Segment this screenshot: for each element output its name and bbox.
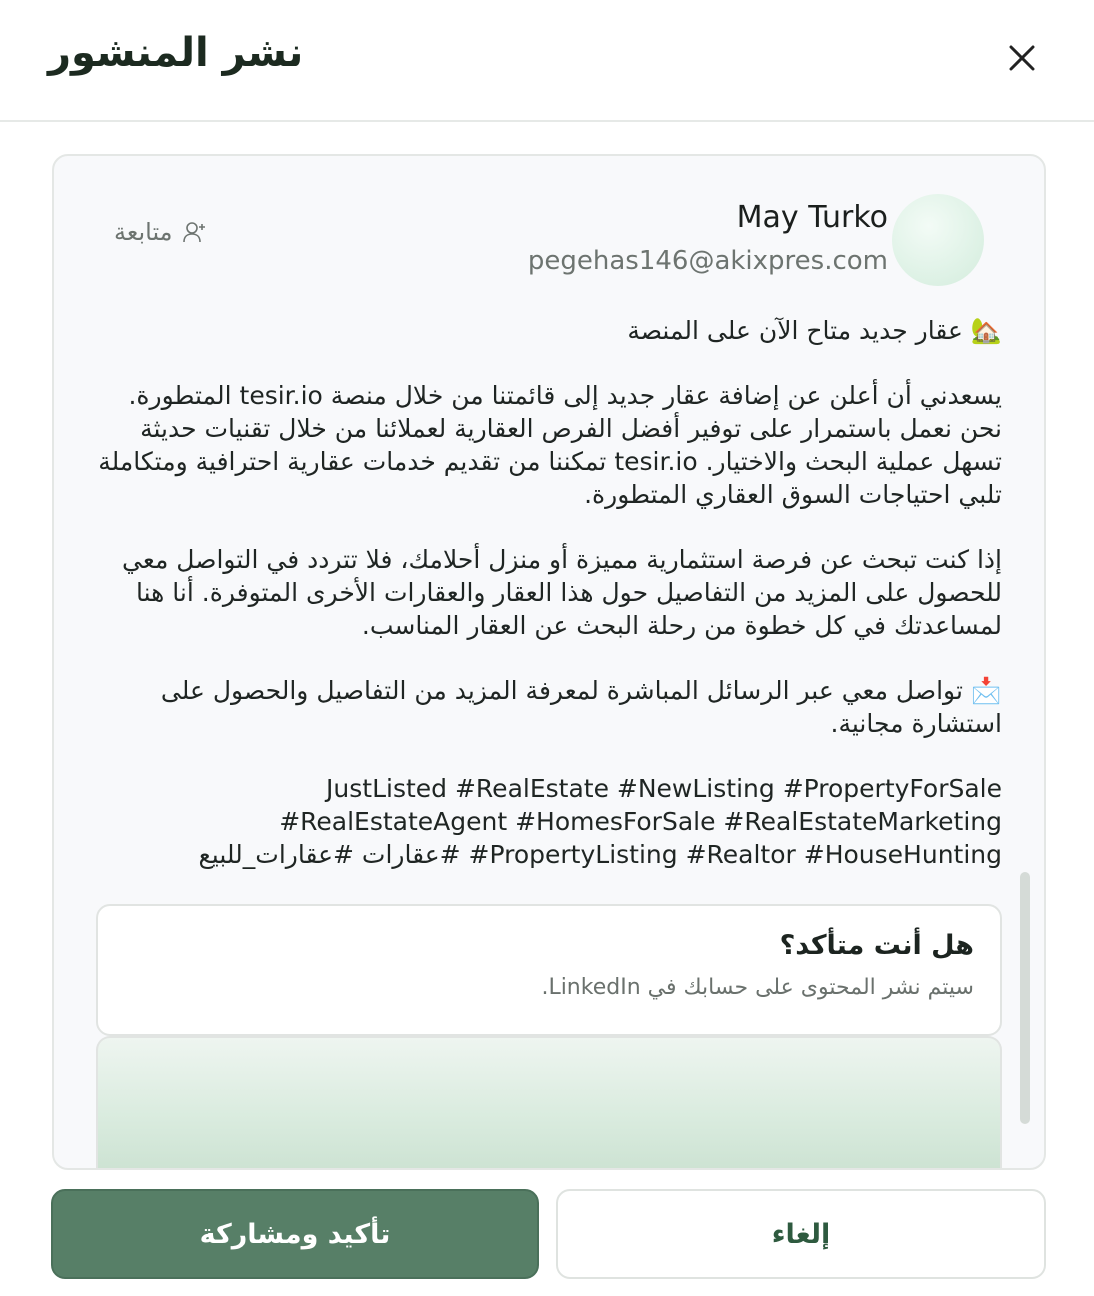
close-button[interactable]	[998, 34, 1046, 82]
author-name: May Turko	[736, 200, 888, 235]
post-preview[interactable]	[52, 154, 1046, 1170]
post-paragraph: إذا كنت تبحث عن فرصة استثمارية مميزة أو منزل أحلامك، فلا تتردد في التواصل معي للحصول على المزيد من التفاصيل حول هذا العقار والعقارات الأخرى المتوفرة. أنا هنا لمساعدتك في كل خطوة من رحلة البحث عن العقار المناسب.	[122, 545, 1002, 640]
confirm-title: هل أنت متأكد؟	[779, 930, 974, 961]
dialog-header	[0, 0, 1094, 122]
confirm-description: سيتم نشر المحتوى على حسابك في LinkedIn.	[541, 975, 974, 1000]
avatar	[892, 194, 984, 286]
post-hashtags: JustListed #RealEstate #NewListing #PropertyForSale #RealEstateAgent #HomesForSale #RealEstateMarketing #PropertyListing #Realtor #HouseHunting #عقارات #عقارات_للبيع	[198, 774, 1002, 869]
post-paragraph: 📩 تواصل معي عبر الرسائل المباشرة لمعرفة المزيد من التفاصيل والحصول على استشارة مجانية.	[160, 676, 1002, 738]
confirm-share-button[interactable]: تأكيد ومشاركة	[51, 1189, 539, 1279]
post-paragraph: يسعدني أن أعلن عن إضافة عقار جديد إلى قائمتنا من خلال منصة tesir.io المتطورة. نحن نعمل باستمرار على توفير أفضل الفرص العقارية لعملائنا من خلال تقنيات حديثة تسهل عملية البحث والاختيار. tesir.io تمكننا من تقديم خدمات عقارية احترافية ومتكاملة تلبي احتياجات السوق العقاري المتطورة.	[98, 381, 1002, 509]
scrollbar[interactable]	[1020, 872, 1032, 1124]
author-email: pegehas146@akixpres.com	[527, 246, 888, 276]
follow-label: متابعة	[114, 218, 173, 246]
confirm-notice	[96, 904, 1002, 1036]
dialog-title: نشر المنشور	[48, 30, 304, 76]
scrollbar-thumb[interactable]	[1020, 872, 1030, 1124]
follow-button[interactable]	[114, 214, 207, 250]
post-content	[96, 314, 1002, 871]
user-plus-icon	[181, 219, 207, 245]
close-icon	[1007, 43, 1037, 73]
post-image-preview	[96, 1036, 1002, 1170]
cancel-button[interactable]: إلغاء	[556, 1189, 1046, 1279]
post-headline: 🏡 عقار جديد متاح الآن على المنصة	[627, 316, 1002, 345]
